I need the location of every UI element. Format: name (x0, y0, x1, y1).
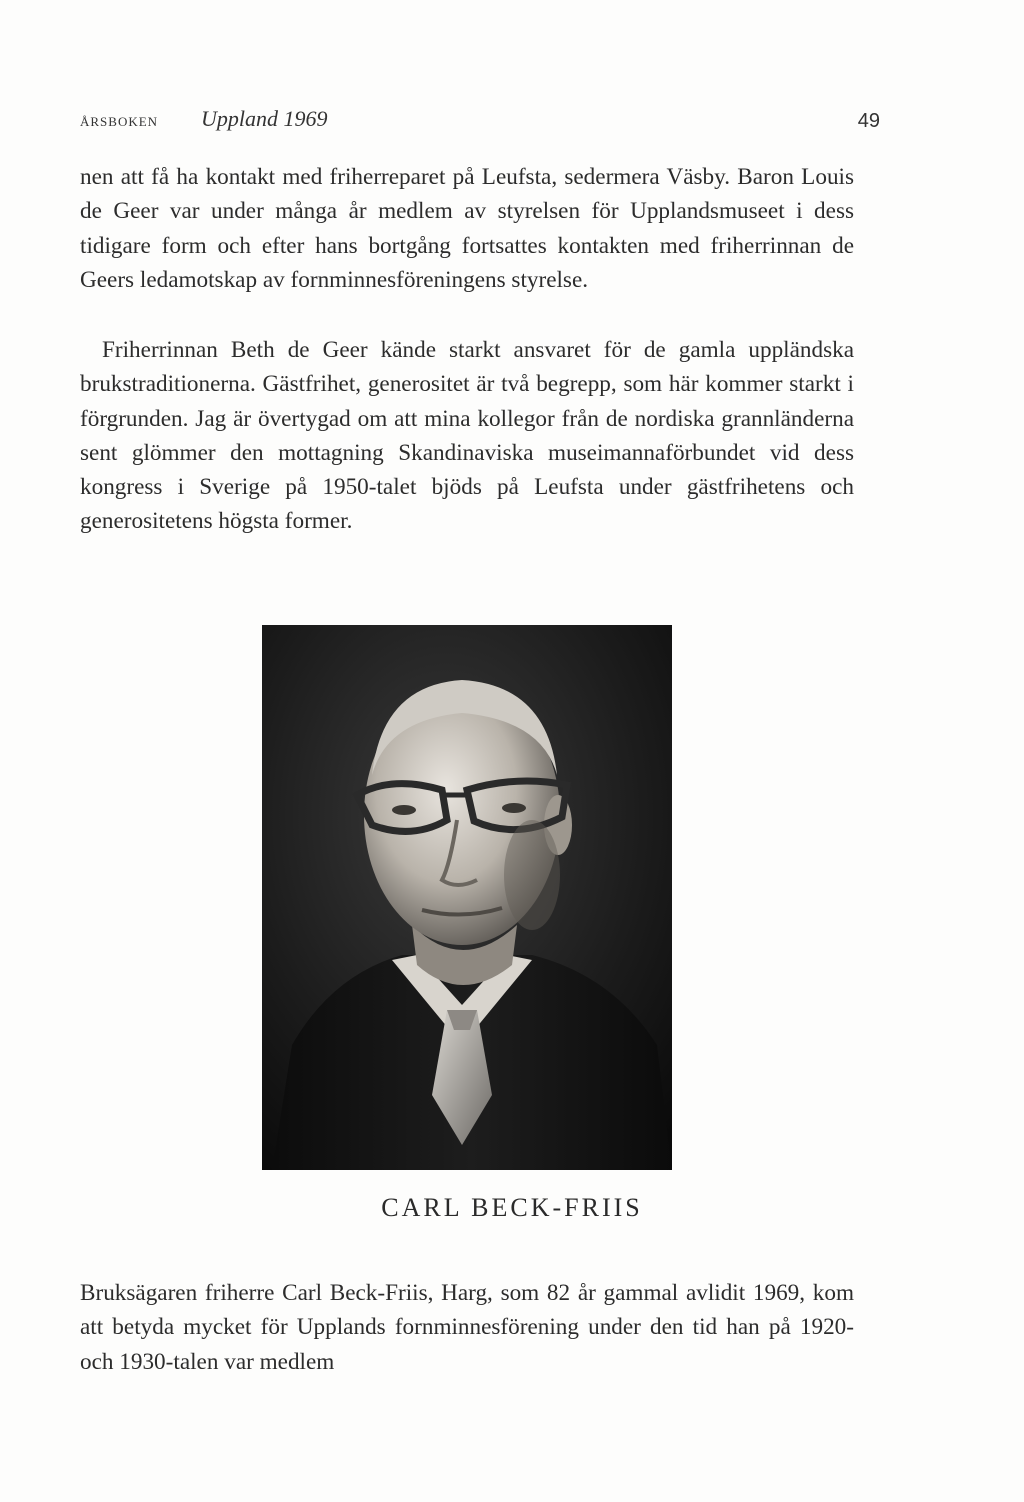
paragraph-2: Friherrinnan Beth de Geer kände starkt ansvaret för de gamla uppländska brukstraditionerna. Gästfrihet, generositet är två begrepp, som här kommer starkt i förgrunden. Jag är övertygad om att mina kollegor från de nordiska grannländerna sent glömmer den mottagning Skandinaviska museimannaförbundet vid dess kongress i Sverige på 1950-talet bjöds på Leufsta under gästfrihetens och generositetens högsta former. (80, 337, 854, 535)
paragraph-beth-de-geer (80, 333, 854, 539)
paragraph-continued (80, 160, 854, 297)
paragraph-3: Bruksägaren friherre Carl Beck-Friis, Harg, som 82 år gammal avlidit 1969, kom att betyda mycket för Upplands fornminnesförening under den tid han på 1920- och 1930-talen var medlem (80, 1280, 854, 1375)
paragraph-beck-friis (80, 1276, 854, 1379)
yearbook-label: ÅRSBOKEN (80, 114, 159, 129)
paragraph-1: nen att få ha kontakt med friherreparet på Leufsta, sedermera Väsby. Baron Louis de Geer var under många år medlem av styrelsen för Upplandsmuseet i dess tidigare form och efter hans bortgång fortsattes kontakten med friherrinnan de Geers ledamotskap av fornminnesföreningens styrelse. (80, 164, 854, 293)
page-number: 49 (857, 110, 880, 132)
running-head (80, 106, 880, 136)
portrait-illustration (262, 625, 672, 1170)
photo-caption: CARL BECK-FRIIS (381, 1193, 643, 1222)
portrait-photo (262, 625, 672, 1170)
yearbook-title: Uppland 1969 (201, 106, 328, 131)
